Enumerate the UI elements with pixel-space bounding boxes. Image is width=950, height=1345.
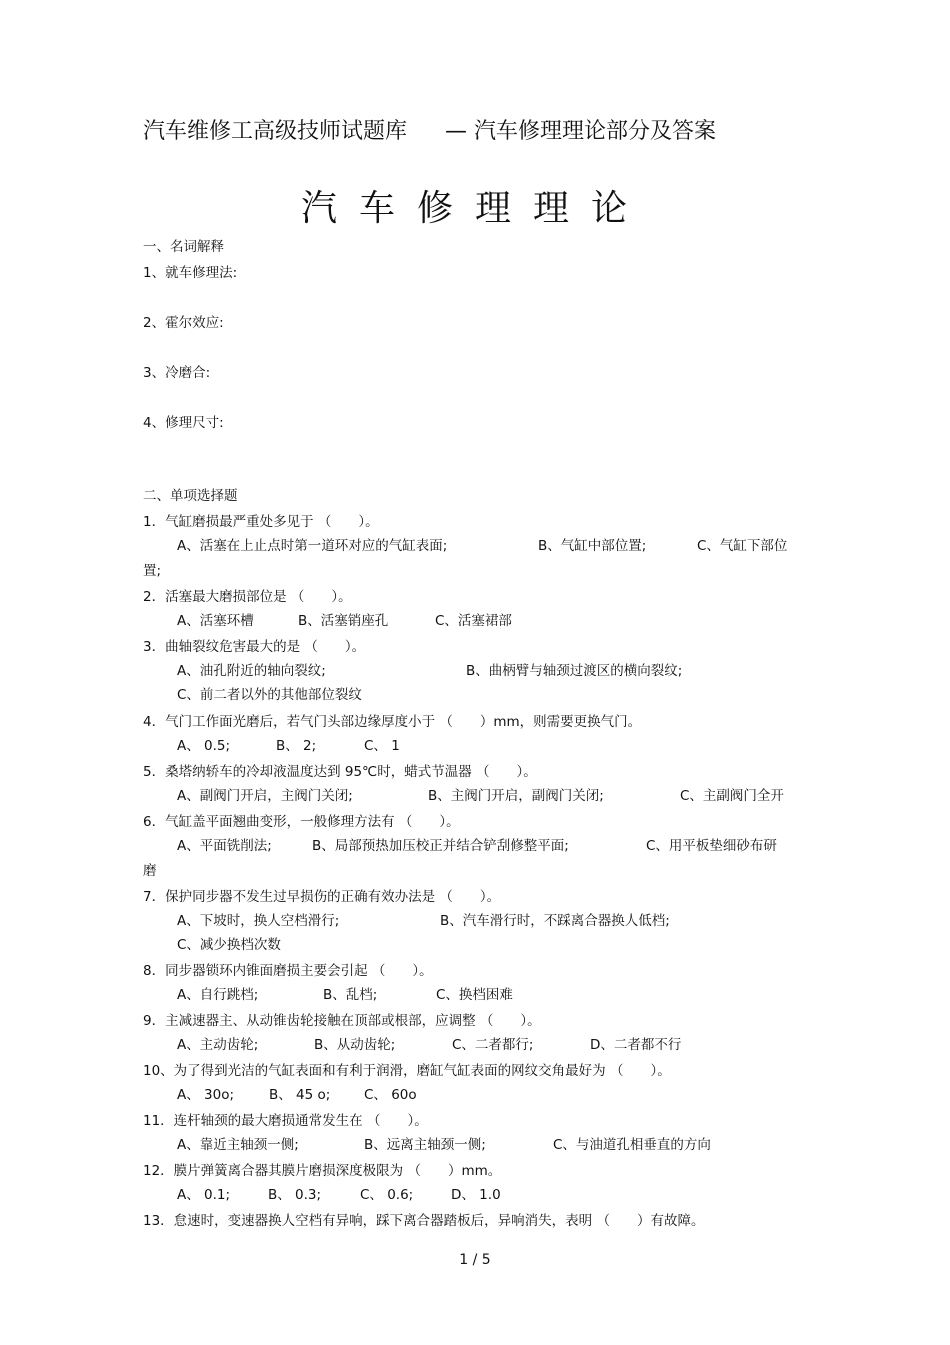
- option: B、气缸中部位置;: [538, 538, 647, 554]
- option: C、用平板垫细砂布研: [646, 838, 777, 854]
- question-text: 8．同步器锁环内锥面磨损主要会引起 （ ）。: [143, 963, 433, 979]
- options-row: [0, 612, 950, 630]
- question-text: 13．怠速时，变速器换人空档有异响，踩下离合器踏板后，异响消失，表明 （ ）有故障。: [143, 1213, 705, 1229]
- question-text: 1．气缸磨损最严重处多见于 （ ）。: [143, 514, 379, 530]
- option: A、副阀门开启，主阀门关闭;: [177, 788, 353, 804]
- term-item: 4、修理尺寸:: [143, 415, 224, 431]
- option: A、下坡时，换人空档滑行;: [177, 913, 340, 929]
- option: B、曲柄臂与轴颈过渡区的横向裂纹;: [466, 663, 683, 679]
- options-row: [0, 986, 950, 1004]
- option-wrap: 磨: [143, 863, 157, 879]
- question-text: 3．曲轴裂纹危害最大的是 （ ）。: [143, 639, 366, 655]
- option: C、主副阀门全开: [680, 788, 784, 804]
- option: D、 1.0: [451, 1187, 501, 1203]
- question-text: 10、为了得到光洁的气缸表面和有利于润滑，磨缸气缸表面的网纹交角最好为 （ ）。: [143, 1063, 671, 1079]
- question-text: 4．气门工作面光磨后，若气门头部边缘厚度小于 （ ）mm，则需要更换气门。: [143, 714, 642, 730]
- question-text: 11．连杆轴颈的最大磨损通常发生在 （ ）。: [143, 1113, 428, 1129]
- option: A、靠近主轴颈一侧;: [177, 1137, 299, 1153]
- options-row: [0, 537, 950, 555]
- options-row: [0, 1036, 950, 1054]
- options-row: [0, 1086, 950, 1104]
- option: B、汽车滑行时，不踩离合器换人低档;: [440, 913, 670, 929]
- option: A、 0.5;: [177, 738, 231, 754]
- question-text: 5．桑塔纳轿车的冷却液温度达到 95℃时，蜡式节温器 （ ）。: [143, 764, 537, 780]
- option: B、远离主轴颈一侧;: [364, 1137, 486, 1153]
- question-text: 6．气缸盖平面翘曲变形，一般修理方法有 （ ）。: [143, 814, 460, 830]
- option: A、活塞在上止点时第一道环对应的气缸表面;: [177, 538, 448, 554]
- term-item: 3、冷磨合:: [143, 365, 211, 381]
- option: C、 0.6;: [360, 1187, 414, 1203]
- option: B、局部预热加压校正并结合铲刮修整平面;: [312, 838, 569, 854]
- question-text: 2．活塞最大磨损部位是 （ ）。: [143, 589, 352, 605]
- options-row: [0, 737, 950, 755]
- option: C、二者都行;: [452, 1037, 534, 1053]
- option: C、与油道孔相垂直的方向: [553, 1137, 711, 1153]
- option: B、 45 o;: [269, 1087, 331, 1103]
- option: A、 0.1;: [177, 1187, 231, 1203]
- section-heading: 一、名词解释: [143, 239, 224, 255]
- term-item: 1、就车修理法:: [143, 265, 238, 281]
- option: C、活塞裙部: [435, 613, 512, 629]
- option: B、活塞销座孔: [298, 613, 389, 629]
- question-text: 7．保护同步器不发生过早损伤的正确有效办法是 （ ）。: [143, 889, 501, 905]
- question-text: 12．膜片弹簧离合器其膜片磨损深度极限为 （ ）mm。: [143, 1163, 502, 1179]
- page-number: 1 / 5: [459, 1252, 491, 1268]
- option: C、气缸下部位: [697, 538, 788, 554]
- option: C、换档困难: [436, 987, 513, 1003]
- option: C、 60o: [364, 1087, 417, 1103]
- page-title: 汽车修理理论: [300, 188, 649, 229]
- document-heading: [143, 114, 716, 145]
- options-row: [0, 1186, 950, 1204]
- section-heading: 二、单项选择题: [143, 488, 238, 504]
- option: C、减少换档次数: [177, 937, 281, 953]
- option: A、平面铣削法;: [177, 838, 272, 854]
- options-row: [0, 1136, 950, 1154]
- option: C、 1: [364, 738, 400, 754]
- option: A、活塞环槽: [177, 613, 254, 629]
- option-wrap: 置;: [143, 563, 162, 579]
- option: A、自行跳档;: [177, 987, 259, 1003]
- option: A、油孔附近的轴向裂纹;: [177, 663, 326, 679]
- option: B、 0.3;: [268, 1187, 322, 1203]
- option: B、从动齿轮;: [314, 1037, 396, 1053]
- option: B、主阀门开启，副阀门关闭;: [428, 788, 604, 804]
- option: D、二者都不行: [590, 1037, 682, 1053]
- options-row: [0, 837, 950, 855]
- option: A、主动齿轮;: [177, 1037, 259, 1053]
- option: B、 2;: [276, 738, 317, 754]
- options-row: [0, 787, 950, 805]
- term-item: 2、霍尔效应:: [143, 315, 224, 331]
- option: B、乱档;: [323, 987, 378, 1003]
- options-row: [0, 662, 950, 680]
- heading-right: — 汽车修理理论部分及答案: [445, 119, 717, 144]
- option: A、 30o;: [177, 1087, 235, 1103]
- options-row: [0, 912, 950, 930]
- heading-left: 汽车维修工高级技师试题库: [143, 119, 408, 144]
- question-text: 9．主减速器主、从动锥齿轮接触在顶部或根部，应调整 （ ）。: [143, 1013, 541, 1029]
- option: C、前二者以外的其他部位裂纹: [177, 687, 362, 703]
